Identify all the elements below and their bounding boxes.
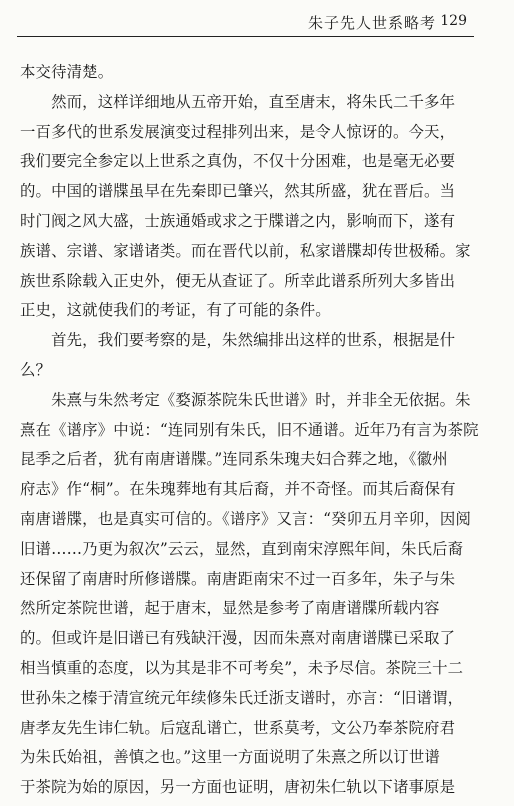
text-line: 昆季之后者，犹有南唐谱牒。”连同系朱瑰夫妇合葬之地，《徽州 <box>20 450 448 469</box>
text-line: 我们要完全参定以上世系之真伪，不仅十分困难，也是毫无必要 <box>20 152 456 171</box>
text-line: 相当慎重的态度，以为其是非不可考矣”，未予尽信。茶院三十二 <box>20 658 464 677</box>
header-title: 朱子先人世系略考 <box>307 14 436 32</box>
text-line: 于茶院为始的原因，另一方面也证明，唐初朱仁轨以下诸事原是 <box>20 778 456 797</box>
text-line: 的。中国的谱牒虽早在先秦即已肇兴，然其所盛，犹在晋后。当 <box>20 182 456 201</box>
text-line: 府志》作“桐”。在朱瑰葬地有其后裔，并不奇怪。而其后裔保有 <box>20 480 456 499</box>
running-header <box>0 0 514 38</box>
text-line: 朱熹与朱然考定《婺源茶院朱氏世谱》时，并非全无依据。朱 <box>20 390 471 409</box>
body-text <box>20 58 496 803</box>
text-line: 为朱氏始祖，善慎之也。”这里一方面说明了朱熹之所以订世谱 <box>20 748 440 767</box>
text-line: 熹在《谱序》中说：“连同别有朱氏，旧不通谱。近年乃有言为茶院 <box>20 420 479 439</box>
text-line: 一百多代的世系发展演变过程排列出来，是令人惊讶的。今天， <box>20 122 456 141</box>
text-line: 本交待清楚。 <box>20 63 114 81</box>
text-line: 的。但或许是旧谱已有残缺汗漫，因而朱熹对南唐谱牒已采取了 <box>20 629 456 648</box>
text-line: 正史，这就使我们的考证，有了可能的条件。 <box>20 301 331 320</box>
text-line: 么？ <box>20 360 52 379</box>
text-line: 时门阀之风大盛，士族通婚或求之于牒谱之内，影响而下，遂有 <box>20 211 456 230</box>
text-line: 唐孝友先生讳仁轨。后寇乱谱亡，世系莫考，文公乃奉茶院府君 <box>20 718 456 737</box>
text-line: 旧谱……乃更为叙次”云云，显然，直到南宋淳熙年间，朱氏后裔 <box>20 539 464 558</box>
text-line: 首先，我们要考察的是，朱然编排出这样的世系，根据是什 <box>20 331 456 350</box>
text-line: 然所定茶院世谱，起于唐末，显然是参考了南唐谱牒所载内容 <box>20 599 440 618</box>
text-line: 然而，这样详细地从五帝开始，直至唐末，将朱氏二千多年 <box>20 92 456 111</box>
text-line: 还保留了南唐时所修谱牒。南唐距南宋不过一百多年，朱子与朱 <box>20 569 456 588</box>
text-line: 族谱、宗谱、家谱诸类。而在晋代以前，私家谱牒却传世极稀。家 <box>20 241 471 260</box>
page-number: 129 <box>440 13 467 29</box>
text-line: 南唐谱牒，也是真实可信的。《谱序》又言：“癸卯五月辛卯，因阅 <box>20 509 471 528</box>
text-line: 族世系除载入正史外，便无从查证了。所幸此谱系所列大多皆出 <box>20 271 456 290</box>
header-rule <box>17 36 474 37</box>
text-line: 世孙朱之榛于清宣统元年续修朱氏迁浙支谱时，亦言：“旧谱谓， <box>20 688 464 707</box>
